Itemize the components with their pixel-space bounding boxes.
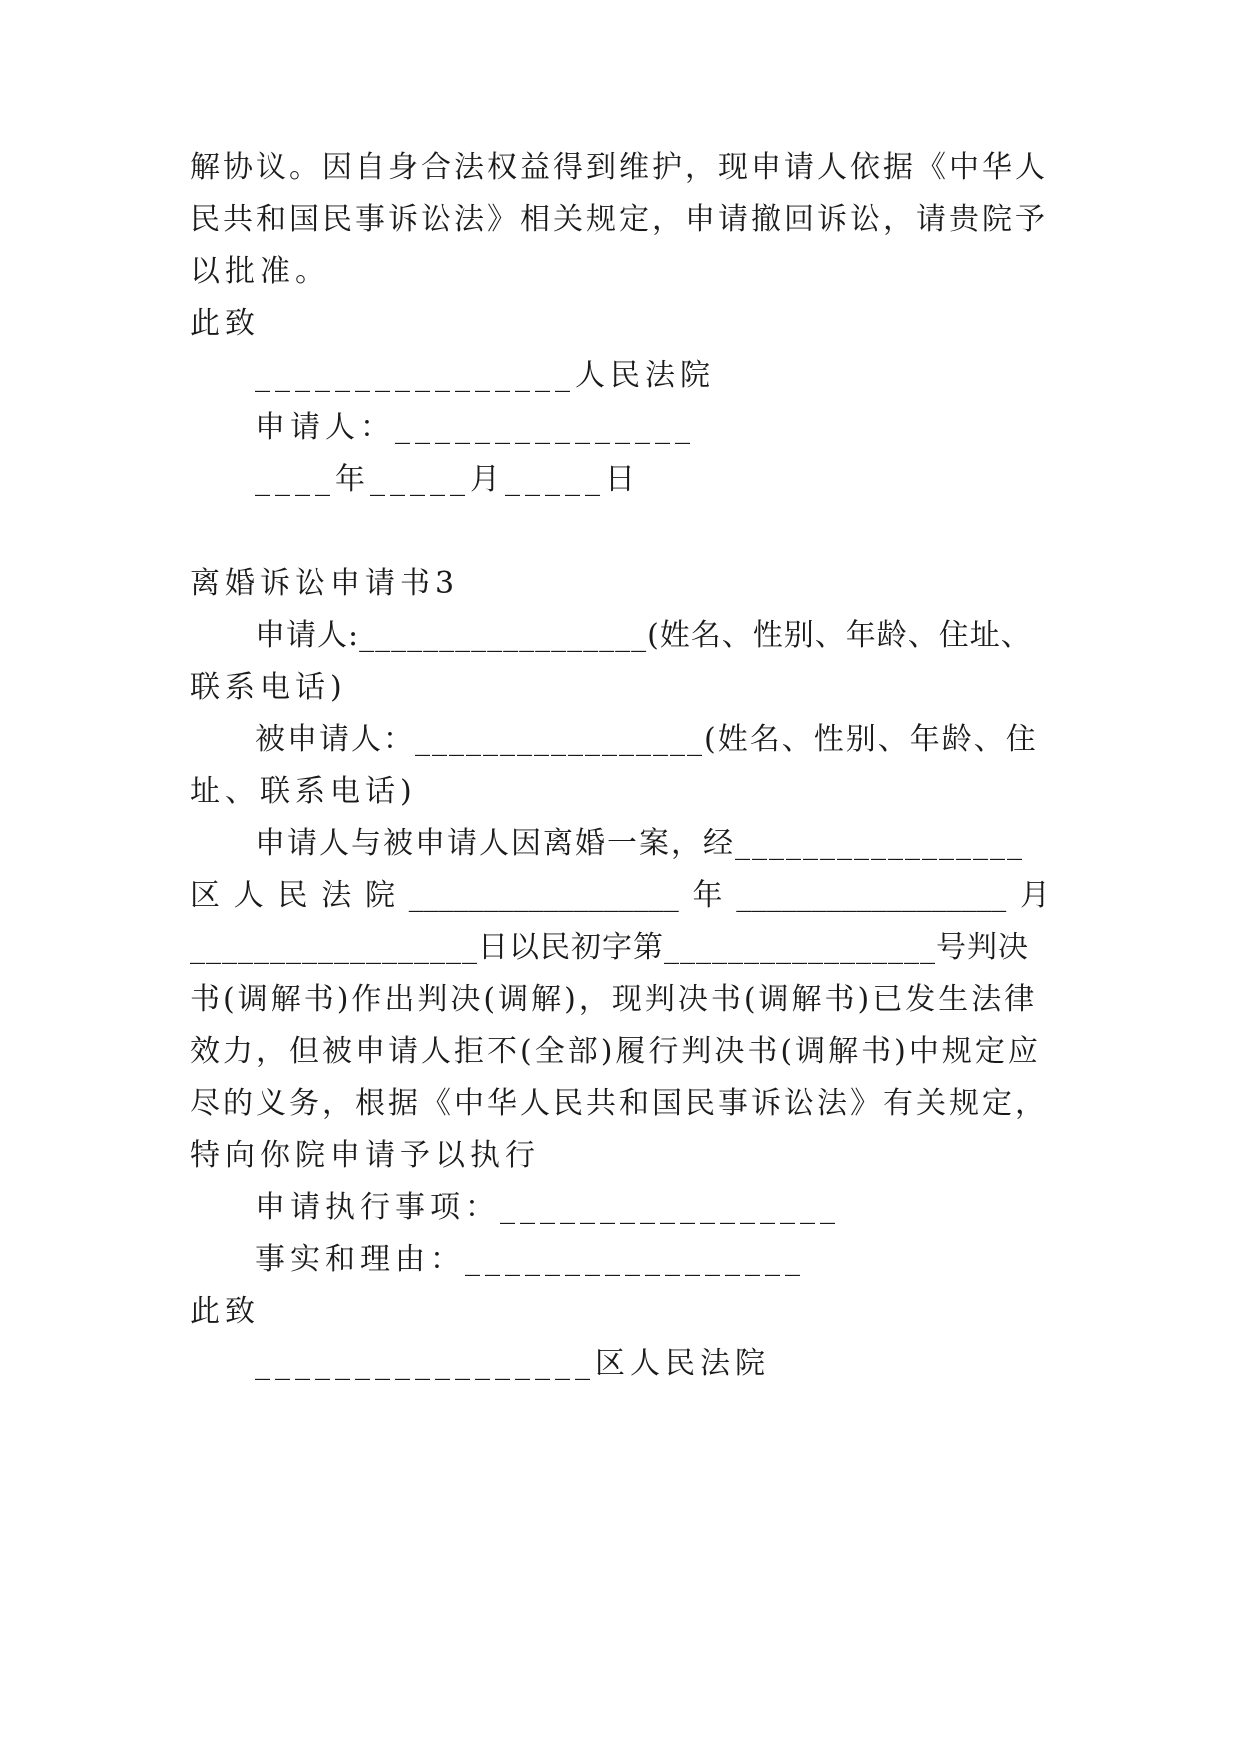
court-name-field: _________________区人民法院	[255, 1346, 770, 1381]
text-fragment: 法	[321, 878, 352, 913]
text-line: 申请人与被申请人因离婚一案，经_________________	[255, 826, 1024, 861]
court-name-field: ________________人民法院	[255, 358, 715, 393]
text-fragment: 人	[233, 878, 264, 913]
text-line: 民共和国民事诉讼法》相关规定，申请撤回诉讼，请贵院予	[190, 202, 1048, 237]
blank-field: __________________	[408, 878, 679, 913]
text-line: 址、联系电话)	[190, 774, 417, 809]
text-fragment: 民	[277, 878, 308, 913]
text-fragment: 区	[190, 878, 220, 913]
text-fragment: 年	[692, 878, 723, 913]
section-heading: 离婚诉讼申请书3	[190, 566, 460, 601]
text-line: 效力，但被申请人拒不(全部)履行判决书(调解书)中规定应	[190, 1034, 1041, 1069]
text-line: __________________日以民初字第_________________号判决	[190, 930, 1029, 965]
salutation: 此致	[190, 1294, 260, 1329]
respondent-field: 被申请人：_________________(姓名、性别、年龄、住	[255, 722, 1038, 757]
salutation: 此致	[190, 306, 260, 341]
text-line: 特向你院申请予以执行	[190, 1138, 540, 1173]
text-fragment: 月	[1020, 878, 1050, 913]
text-line: 联系电话)	[190, 670, 347, 705]
applicant-signature-field: 申请人：_______________	[255, 410, 695, 445]
text-line: 书(调解书)作出判决(调解)，现判决书(调解书)已发生法律	[190, 982, 1038, 1017]
court-date-line	[190, 876, 1050, 916]
blank-field: __________________	[736, 878, 1007, 913]
date-field: ____年_____月_____日	[255, 462, 640, 497]
text-line: 以批准。	[190, 254, 330, 289]
text-fragment: 院	[365, 878, 395, 913]
text-line: 解协议。因自身合法权益得到维护，现申请人依据《中华人	[190, 150, 1048, 185]
facts-reasons-field: 事实和理由：_________________	[255, 1242, 805, 1277]
execution-items-field: 申请执行事项：_________________	[255, 1190, 840, 1225]
applicant-field: 申请人:__________________(姓名、性别、年龄、住址、	[255, 618, 1032, 653]
text-line: 尽的义务，根据《中华人民共和国民事诉讼法》有关规定，	[190, 1086, 1048, 1121]
